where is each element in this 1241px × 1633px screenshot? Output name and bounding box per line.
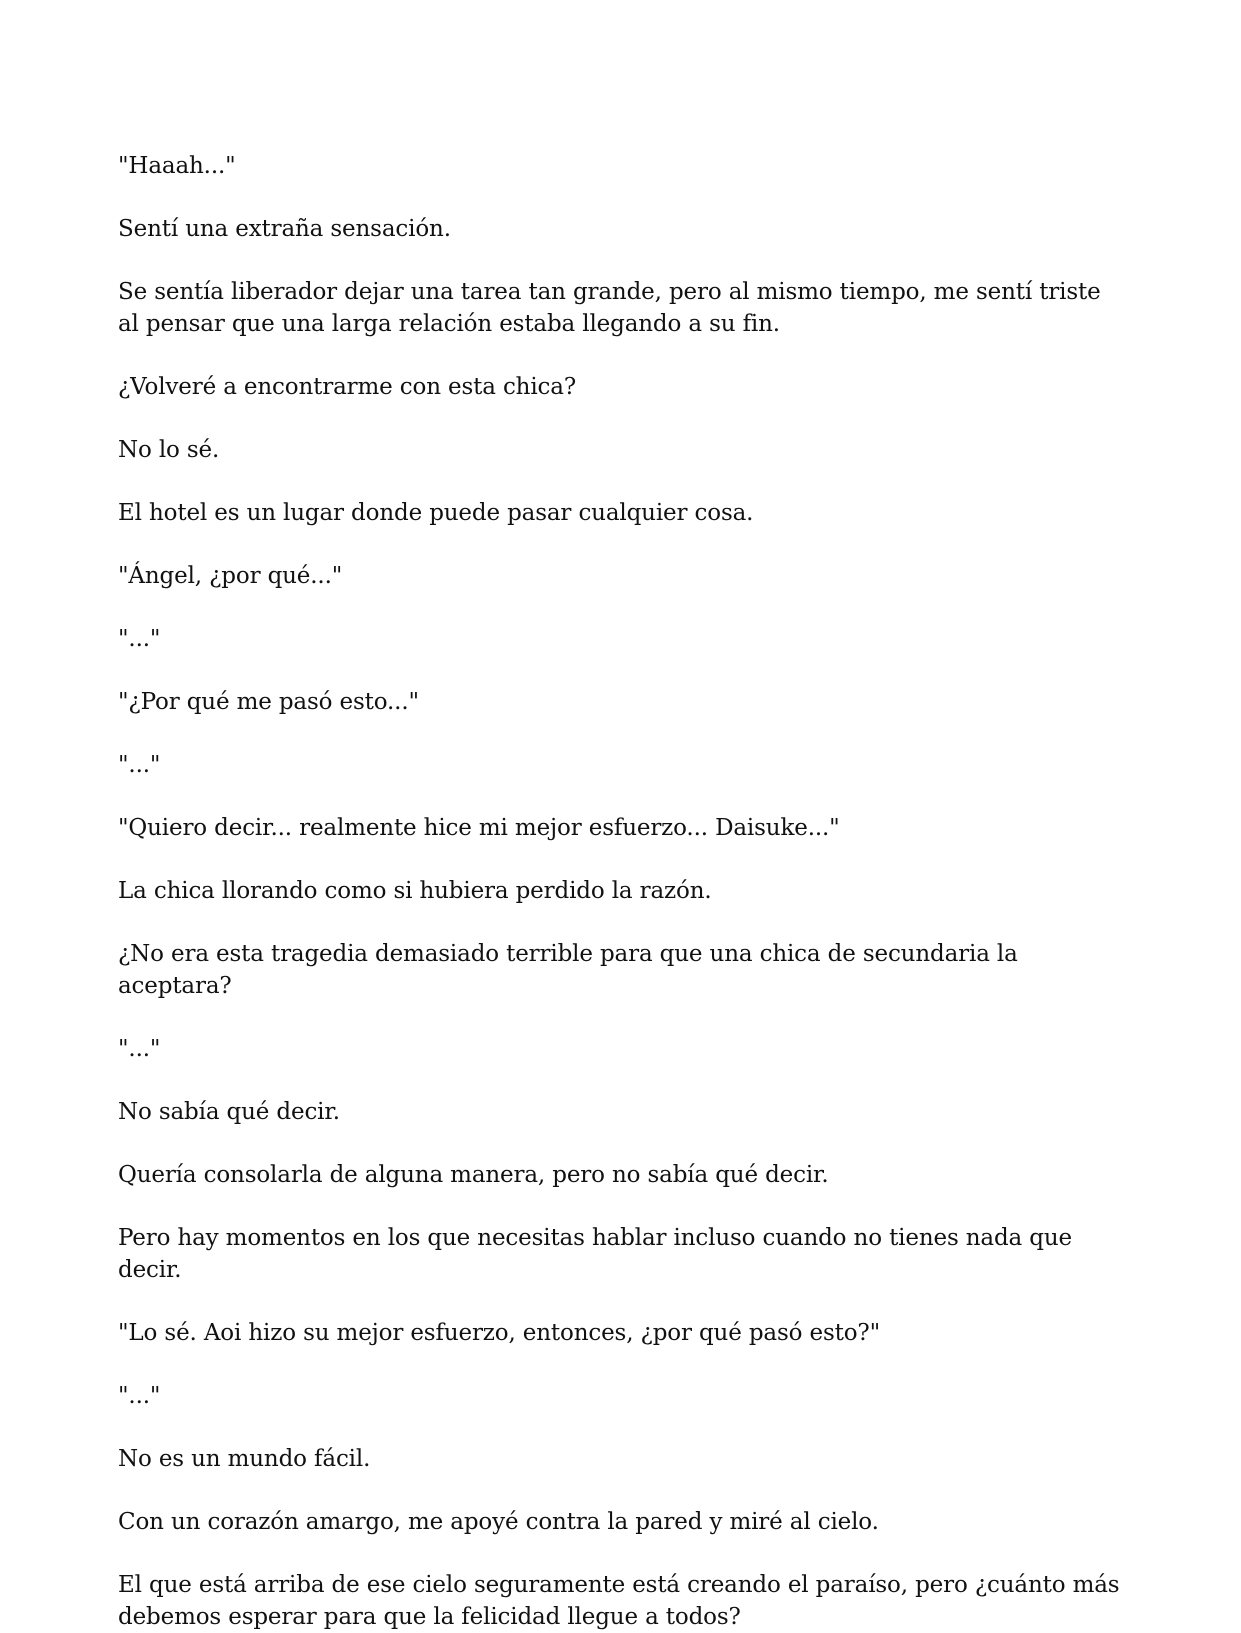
paragraph: Con un corazón amargo, me apoyé contra la pared y miré al cielo. bbox=[118, 1509, 879, 1535]
paragraph: No sabía qué decir. bbox=[118, 1099, 340, 1125]
paragraph: "..." bbox=[118, 1383, 161, 1409]
paragraph: El que está arriba de ese cielo seguramente está creando el paraíso, pero ¿cuánto más debemos esperar para que la felicidad llegue a todos? bbox=[118, 1572, 1127, 1630]
paragraph: Se sentía liberador dejar una tarea tan grande, pero al mismo tiempo, me sentí triste al pensar que una larga relación estaba llegando a su fin. bbox=[118, 279, 1108, 337]
paragraph: Sentí una extraña sensación. bbox=[118, 216, 451, 242]
paragraph: La chica llorando como si hubiera perdido la razón. bbox=[118, 878, 712, 904]
paragraph: No lo sé. bbox=[118, 437, 220, 463]
paragraph: El hotel es un lugar donde puede pasar cualquier cosa. bbox=[118, 500, 754, 526]
paragraph: "¿Por qué me pasó esto..." bbox=[118, 689, 419, 715]
paragraph: "Lo sé. Aoi hizo su mejor esfuerzo, entonces, ¿por qué pasó esto?" bbox=[118, 1320, 881, 1346]
paragraph: Quería consolarla de alguna manera, pero no sabía qué decir. bbox=[118, 1162, 829, 1188]
paragraph: ¿No era esta tragedia demasiado terrible para que una chica de secundaria la aceptara? bbox=[118, 941, 1025, 999]
paragraph: "..." bbox=[118, 1036, 161, 1062]
paragraph: No es un mundo fácil. bbox=[118, 1446, 371, 1472]
paragraph: "Haaah..." bbox=[118, 153, 236, 179]
paragraph: Pero hay momentos en los que necesitas hablar incluso cuando no tienes nada que decir. bbox=[118, 1225, 1080, 1283]
paragraph: "..." bbox=[118, 752, 161, 778]
paragraph: ¿Volveré a encontrarme con esta chica? bbox=[118, 374, 577, 400]
paragraph: "Quiero decir... realmente hice mi mejor esfuerzo... Daisuke..." bbox=[118, 815, 840, 841]
paragraph: "Ángel, ¿por qué..." bbox=[118, 563, 343, 589]
paragraph: "..." bbox=[118, 626, 161, 652]
